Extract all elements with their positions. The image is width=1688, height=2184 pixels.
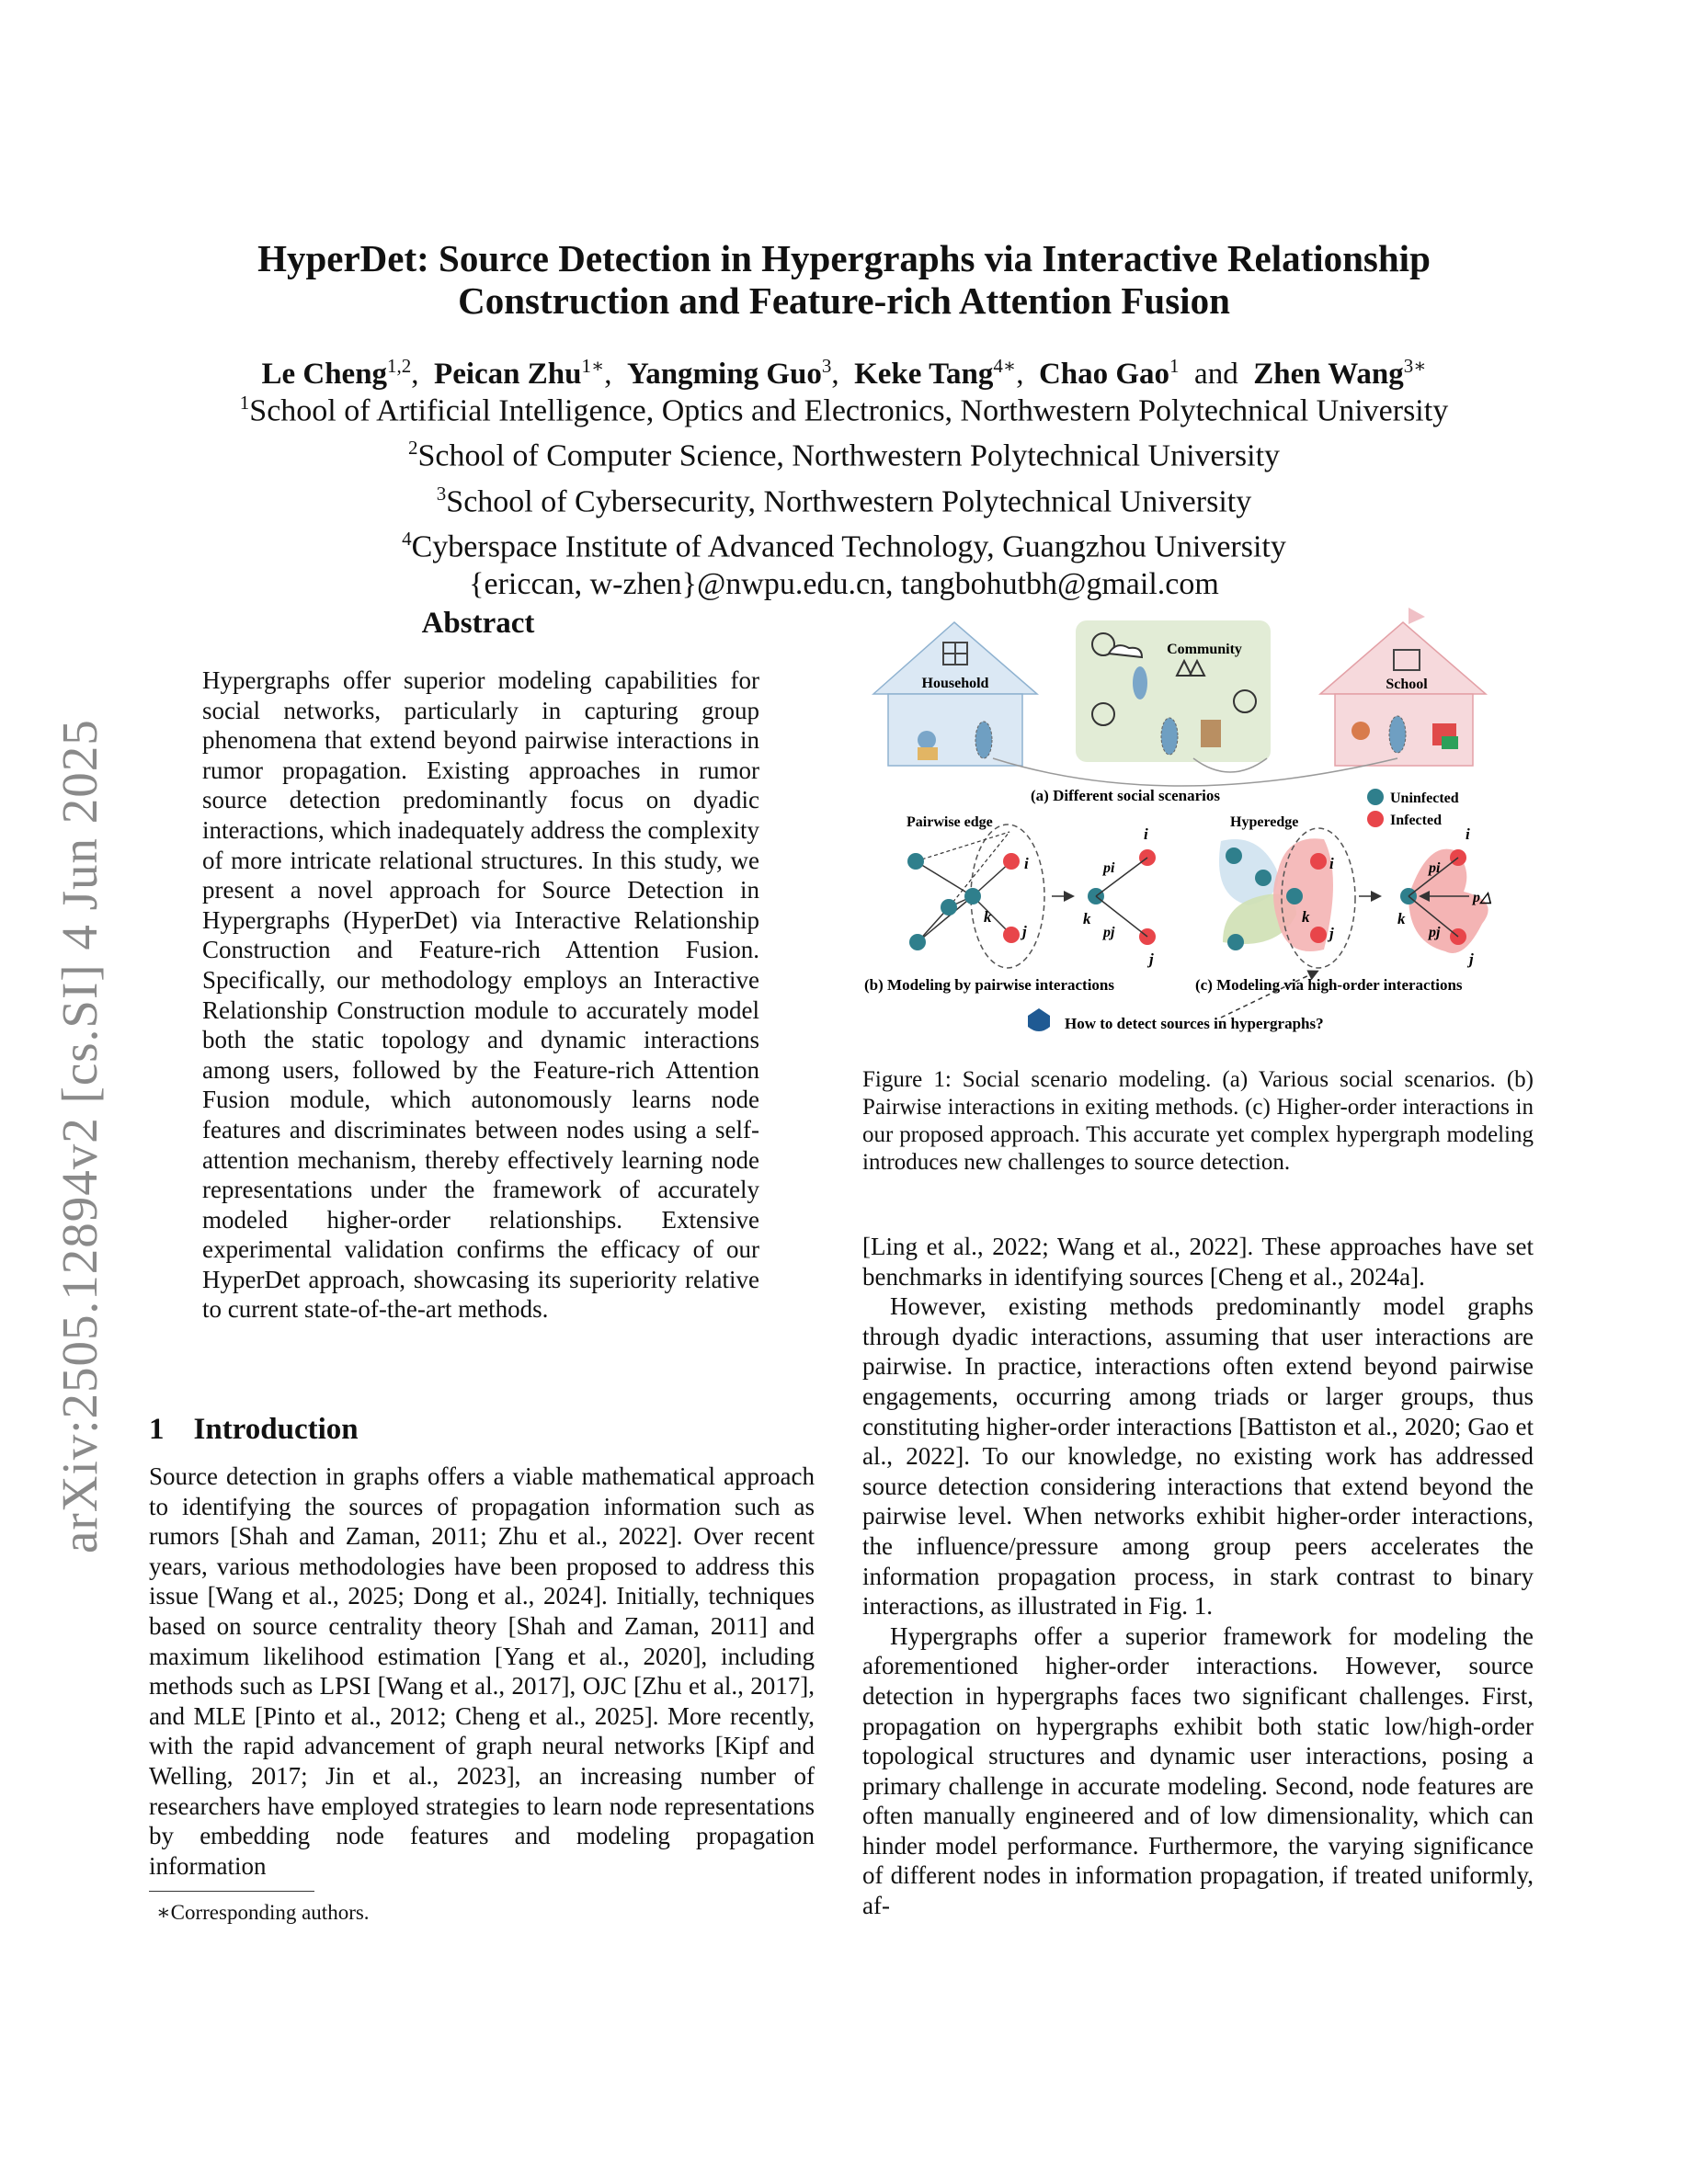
student-icon <box>1352 722 1370 740</box>
graph-node-i <box>1003 853 1020 870</box>
node-i-label: i <box>1466 825 1470 843</box>
affiliation <box>138 475 1550 520</box>
affiliation-text: School of Cybersecurity, Northwestern Polytechnical University <box>446 483 1252 518</box>
legend-infected: Infected <box>1390 813 1442 828</box>
node-j-label: j <box>1149 950 1154 968</box>
affiliation <box>138 520 1550 565</box>
person-icon <box>975 722 992 758</box>
node-k-label: k <box>1302 908 1310 926</box>
school-label: School <box>1386 677 1428 692</box>
node-i-label: i <box>1329 855 1334 872</box>
author-affil-mark: 1,2 <box>387 355 412 377</box>
author-affil-mark: 3 <box>821 355 832 377</box>
arxiv-identifier: arXiv:2505.12894v2 [cs.SI] 4 Jun 2025 <box>51 719 108 1553</box>
panel-c-hypergraph <box>1219 814 1492 968</box>
graph-node-j <box>1310 927 1327 943</box>
affiliation-text: School of Computer Science, Northwestern Polytechnical University <box>417 438 1281 473</box>
author-name: Peican Zhu <box>434 358 582 391</box>
school-scene <box>1320 608 1486 766</box>
node-j-label: j <box>1469 950 1474 968</box>
graph-node <box>941 899 957 916</box>
pdelta-label: p△ <box>1473 890 1492 905</box>
household-scene <box>873 622 1037 766</box>
graph-node <box>1227 934 1244 950</box>
section-title: Introduction <box>193 1413 359 1446</box>
abstract-body: Hypergraphs offer superior modeling capabilities for social networks, particularly in capturing group phenomena that extend beyond pairwise interactions in rumor propagation. Existing approaches in rumor source detection predominantly focus on dyadic interactions, which inadequately address the complexity of more intricate relational structures. In this study, we present a novel approach for Source Detection in Hypergraphs (HyperDet) via Interactive Relationship Construction and Feature-rich Attention Fusion. Specifically, our methodology employs an Interactive Relationship Construction module to accurately model both the static topology and dynamic interactions among users, followed by the Feature-rich Attention Fusion module, which autonomously learns node features and discriminates between nodes using a self-attention mechanism, thereby effectively learning node representations under the framework of accurately modeled higher-order relationships. Extensive experimental validation confirms the efficacy of our HyperDet approach, showcasing its superiority relative to current state-of-the-art methods. <box>202 666 759 1324</box>
household-label: Household <box>921 676 989 691</box>
author-affil-mark: 4∗ <box>993 355 1017 377</box>
question-text: How to detect sources in hypergraphs? <box>1065 1015 1324 1032</box>
author-name: Zhen Wang <box>1253 358 1404 391</box>
author-list: Le Cheng$^{1,2}$, Peican Zhu$^{1∗}$, Yangming Guo$^3$, Keke Tang$^{4∗}$, Chao Gao$^1$ and Zhen Wang$^{3∗}$ <box>261 355 1427 391</box>
legend-uninfected: Uninfected <box>1390 791 1459 806</box>
graph-node <box>1255 870 1272 886</box>
flag-icon <box>1409 608 1425 624</box>
footnote: ∗Corresponding authors. <box>156 1901 370 1924</box>
person-icon <box>1161 718 1178 755</box>
node-i-label: i <box>1144 825 1148 843</box>
panel-b-graph <box>907 814 1156 968</box>
affiliation-text: School of Artificial Intelligence, Optics and Electronics, Northwestern Polytechnical University <box>249 393 1449 428</box>
affiliation <box>138 429 1550 474</box>
graph-node-k <box>964 888 981 904</box>
node-j-label: j <box>1022 923 1027 940</box>
paper-title <box>165 237 1523 322</box>
person-icon <box>1133 666 1147 700</box>
affiliation-mark: 2 <box>407 437 418 460</box>
graph-node <box>907 853 924 870</box>
legend-infected-marker <box>1367 811 1384 827</box>
pi-label: pi <box>1103 860 1115 876</box>
intro-paragraph: Source detection in graphs offers a viable mathematical approach to identifying the sources of propagation information such as rumors [Shah and Zaman, 2011; Zhu et al., 2022]. Over recent years, various methodologies have been proposed to address this issue [Wang et al., 2025; Dong et al., 2024]. Initially, techniques based on source centrality theory [Shah and Zaman, 2011] and maximum likelihood estimation [Yang et al., 2020], including methods such as LPSI [Wang et al., 2017], OJC [Zhu et al., 2017], and MLE [Pinto et al., 2012; Cheng et al., 2025]. More recently, with the rapid advancement of graph neural networks [Kipf and Welling, 2017; Jin et al., 2023], an increasing number of researchers have employed strategies to learn node representations by embedding node features and modeling propagation information <box>149 1462 815 1880</box>
graph-node <box>1226 847 1242 864</box>
community-label: Community <box>1167 642 1242 657</box>
and-connector: and <box>1194 358 1238 391</box>
node-k-label: k <box>1083 910 1091 927</box>
section-heading-introduction <box>149 1413 359 1447</box>
footnote-rule <box>149 1891 314 1892</box>
title-line-1: HyperDet: Source Detection in Hypergraphs via Interactive Relationship <box>257 237 1431 279</box>
affiliation-mark: 3 <box>436 482 447 505</box>
legend-uninfected-marker <box>1367 789 1384 805</box>
pairwise-edge-outline <box>971 825 1044 968</box>
hyperedge-label: Hyperedge <box>1230 814 1299 830</box>
title-line-2: Construction and Feature-rich Attention Fusion <box>458 279 1230 322</box>
graph-node-i <box>1310 853 1327 870</box>
paragraph: However, existing methods predominantly model graphs through dyadic interactions, assuming that user interactions are pairwise. In practice, interactions often extend beyond pairwise engagements, occurring among triads or larger groups, thus constituting higher-order interactions [Battiston et al., 2020; Gao et al., 2022]. To our knowledge, no existing work has addressed source detection considering interactions that extend beyond the pairwise level. When networks exhibit higher-order interactions, the influence/pressure among group peers accelerates the information propagation process, in stark contrast to binary interactions, as illustrated in Fig. 1. <box>862 1292 1534 1621</box>
right-column <box>862 1232 1534 1921</box>
person-icon <box>918 731 936 749</box>
email-line[interactable]: {ericcan, w-zhen}@nwpu.edu.cn, tangbohutbh@gmail.com <box>469 567 1219 602</box>
author-affil-mark: 1∗ <box>581 355 605 377</box>
author-name: Chao Gao <box>1038 358 1170 391</box>
author-affil-mark: 3∗ <box>1403 355 1427 377</box>
shield-icon <box>1028 1008 1050 1031</box>
author-name: Keke Tang <box>854 358 994 391</box>
affiliation <box>138 384 1550 429</box>
node-j-label: j <box>1329 925 1334 942</box>
author-name: Yangming Guo <box>627 358 822 391</box>
affiliation-text: Cyberspace Institute of Advanced Technology, Guangzhou University <box>411 529 1286 564</box>
panel-c-label: (c) Modeling via high-order interactions <box>1195 976 1463 994</box>
node-i-label: i <box>1024 855 1029 872</box>
chair-icon <box>1442 736 1458 749</box>
graph-node-j <box>1003 927 1020 943</box>
panel-b-label: (b) Modeling by pairwise interactions <box>864 976 1114 994</box>
paragraph: [Ling et al., 2022; Wang et al., 2022]. These approaches have set benchmarks in identifying sources [Cheng et al., 2024a]. <box>862 1233 1534 1291</box>
person-icon <box>1389 716 1406 753</box>
panel-a-label: (a) Different social scenarios <box>1031 787 1220 804</box>
affiliation-list <box>138 384 1550 603</box>
author-affil-mark: 1 <box>1169 355 1180 377</box>
figure-1-graphic <box>862 602 1534 1043</box>
pj-label: pj <box>1103 925 1115 940</box>
paragraph: Hypergraphs offer a superior framework for modeling the aforementioned higher-order interactions. However, source detection in hypergraphs faces two significant challenges. First, propagation on hypergraphs exhibit both static low/high-order topological structures and dynamic user interactions, posing a primary challenge in accurate modeling. Second, node features are often manually engineered and of low dimensionality, which can hinder model performance. Furthermore, the varying significance of different nodes in information propagation, if treated uniformly, af- <box>862 1621 1534 1920</box>
person-with-board-icon <box>1201 720 1221 747</box>
graph-node <box>909 934 926 950</box>
node-k-label: k <box>1397 910 1406 927</box>
author-name: Le Cheng <box>261 358 388 391</box>
pi-label: pi <box>1429 860 1441 876</box>
pj-label: pj <box>1429 925 1441 940</box>
figure-caption: Figure 1: Social scenario modeling. (a) Various social scenarios. (b) Pairwise interactions in exiting methods. (c) Higher-order interactions in our proposed approach. This accurate yet complex hypergraph modeling introduces new challenges to source detection. <box>862 1067 1534 1175</box>
household-wall <box>888 694 1022 766</box>
community-scene <box>1076 620 1271 762</box>
section-number: 1 <box>149 1413 165 1446</box>
legend <box>1367 789 1459 828</box>
pairwise-edge-label: Pairwise edge <box>907 814 993 830</box>
affiliation-mark: 1 <box>239 392 250 414</box>
abstract-heading: Abstract <box>421 607 535 640</box>
sofa-icon <box>918 747 938 760</box>
node-k-label: k <box>984 908 992 926</box>
figure-1 <box>862 602 1534 1043</box>
graph-node-k <box>1286 888 1303 904</box>
affiliation-mark: 4 <box>402 527 412 550</box>
